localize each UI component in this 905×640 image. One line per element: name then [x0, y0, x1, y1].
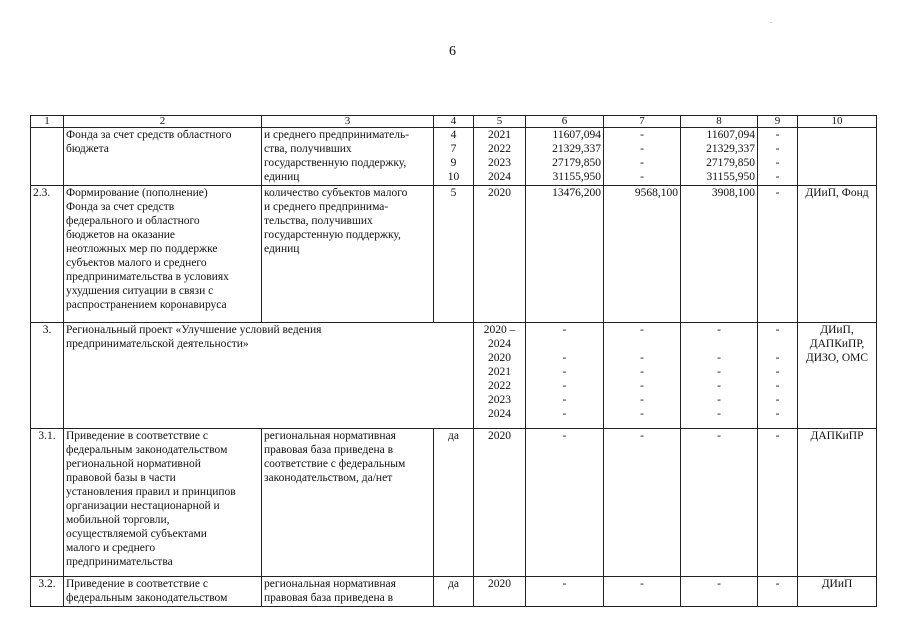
amount: - [640, 157, 644, 169]
row-number: 2.3. [31, 186, 64, 323]
amount: - [640, 129, 644, 141]
indicator-value: 9 [450, 157, 457, 169]
measure-name: Приведение в соответствие с федеральным законодательством [64, 577, 262, 607]
table-row [31, 429, 877, 577]
measure-name: Формирование (пополнение) Фонда за счет средств федерального и областного бюджетов на оказание неотложных мер по поддержке субъектов малого и среднего предпринимательства в условиях ухудшения ситуации в связи с распространением коронавируса [64, 186, 262, 323]
other-amount-list [758, 128, 798, 186]
amount: - [717, 394, 721, 406]
amount: - [758, 577, 798, 607]
year: 2020 [474, 577, 526, 607]
row-number [31, 128, 64, 186]
amount: - [640, 171, 644, 183]
indicator-value: да [434, 577, 474, 607]
table-row [31, 577, 877, 607]
executor: ДИиП, Фонд [798, 186, 877, 323]
amount: 31155,950 [706, 171, 755, 183]
amount: - [775, 366, 780, 378]
amount: 21329,337 [706, 143, 755, 155]
indicator-value: 10 [447, 171, 460, 183]
amount: 11607,094 [706, 129, 755, 141]
amount: - [562, 380, 567, 392]
amount: - [640, 366, 644, 378]
year-list [474, 128, 526, 186]
amount: - [562, 324, 567, 336]
amount: - [775, 171, 780, 183]
amount [760, 337, 795, 351]
amount: - [717, 408, 721, 420]
project-title: Региональный проект «Улучшение условий ведения предпринимательской деятельности» [64, 323, 474, 429]
federal-amount-list [604, 128, 681, 186]
executor: ДИиП, ДАПКиПР, ДИЗО, ОМС [798, 323, 877, 429]
row-number: 3.1. [31, 429, 64, 577]
amount: - [758, 429, 798, 577]
year-list [474, 323, 526, 429]
program-table [30, 115, 877, 607]
col-number: 8 [681, 116, 758, 128]
col-number: 6 [526, 116, 604, 128]
amount: - [775, 129, 780, 141]
column-number-row [31, 116, 877, 128]
amount: 11607,094 [552, 129, 601, 141]
amount: - [604, 429, 681, 577]
amount: 3908,100 [681, 186, 758, 323]
amount: - [758, 186, 798, 323]
amount: - [775, 143, 780, 155]
amount: - [717, 352, 721, 364]
measure-name: Фонда за счет средств областного бюджета [64, 128, 262, 186]
year: 2024 [488, 338, 511, 350]
year: 2024 [488, 408, 511, 420]
amount: - [562, 352, 567, 364]
amount: - [681, 577, 758, 607]
total-amount-list [526, 128, 604, 186]
indicator-value: 7 [450, 143, 457, 155]
row-number: 3.2. [31, 577, 64, 607]
amount: - [717, 380, 721, 392]
amount: 13476,200 [526, 186, 604, 323]
amount: - [717, 324, 721, 336]
amount: - [717, 366, 721, 378]
col-number: 7 [604, 116, 681, 128]
year: 2024 [488, 171, 511, 183]
executor: ДАПКиПР [798, 429, 877, 577]
year: 2021 [488, 366, 511, 378]
amount: - [640, 394, 644, 406]
amount: 21329,337 [552, 143, 601, 155]
table-row [31, 323, 877, 429]
federal-amount-list [604, 323, 681, 429]
amount: - [526, 577, 604, 607]
amount: - [775, 408, 780, 420]
regional-amount-list [681, 323, 758, 429]
amount: - [562, 408, 567, 420]
year: 2022 [488, 380, 511, 392]
indicator-value-list [434, 128, 474, 186]
indicator-value: 4 [450, 129, 457, 141]
year: 2020 – [483, 324, 516, 336]
col-number: 2 [64, 116, 262, 128]
indicator: и среднего предприниматель- ства, получивших государственную поддержку, единиц [262, 128, 434, 186]
amount: - [775, 352, 780, 364]
year: 2021 [488, 129, 511, 141]
amount: - [604, 577, 681, 607]
amount: - [775, 157, 780, 169]
page-number: 6 [449, 44, 456, 59]
amount: - [562, 366, 567, 378]
year: 2020 [474, 186, 526, 323]
amount: - [681, 429, 758, 577]
amount [683, 337, 755, 351]
indicator-value: 5 [434, 186, 474, 323]
indicator: региональная нормативная правовая база приведена в [262, 577, 434, 607]
amount [528, 337, 601, 351]
amount: - [640, 143, 644, 155]
amount: 27179,850 [706, 157, 755, 169]
amount: - [640, 324, 644, 336]
executor: ДИиП [798, 577, 877, 607]
year: 2023 [488, 157, 511, 169]
table-row [31, 186, 877, 323]
year: 2020 [488, 352, 511, 364]
regional-amount-list [681, 128, 758, 186]
col-number: 10 [798, 116, 877, 128]
col-number: 9 [758, 116, 798, 128]
col-number: 3 [262, 116, 434, 128]
indicator: количество субъектов малого и среднего предпринима- тельства, получивших государстенную поддержку, единиц [262, 186, 434, 323]
col-number: 1 [31, 116, 64, 128]
amount: - [640, 408, 644, 420]
amount: - [775, 394, 780, 406]
total-amount-list [526, 323, 604, 429]
indicator-value: да [434, 429, 474, 577]
amount: 27179,850 [552, 157, 601, 169]
col-number: 5 [474, 116, 526, 128]
amount: - [775, 324, 780, 336]
measure-name: Приведение в соответствие с федеральным законодательством региональной нормативной правовой базы в части установления правил и принципов организации нестационарной и мобильной торговли, осуществляемой субъектами малого и среднего предпринимательства [64, 429, 262, 577]
amount: - [775, 380, 780, 392]
amount: - [640, 352, 644, 364]
year: 2022 [488, 143, 511, 155]
amount: 31155,950 [552, 171, 601, 183]
other-amount-list [758, 323, 798, 429]
amount: - [562, 394, 567, 406]
year: 2020 [474, 429, 526, 577]
col-number: 4 [434, 116, 474, 128]
executor [798, 128, 877, 186]
amount: - [640, 380, 644, 392]
amount: 9568,100 [604, 186, 681, 323]
row-number: 3. [31, 323, 64, 429]
indicator: региональная нормативная правовая база приведена в соответствие с федеральным законодательством, да/нет [262, 429, 434, 577]
amount: - [526, 429, 604, 577]
corner-mark: . [770, 16, 772, 25]
year: 2023 [488, 394, 511, 406]
table-row [31, 128, 877, 186]
amount [606, 337, 678, 351]
